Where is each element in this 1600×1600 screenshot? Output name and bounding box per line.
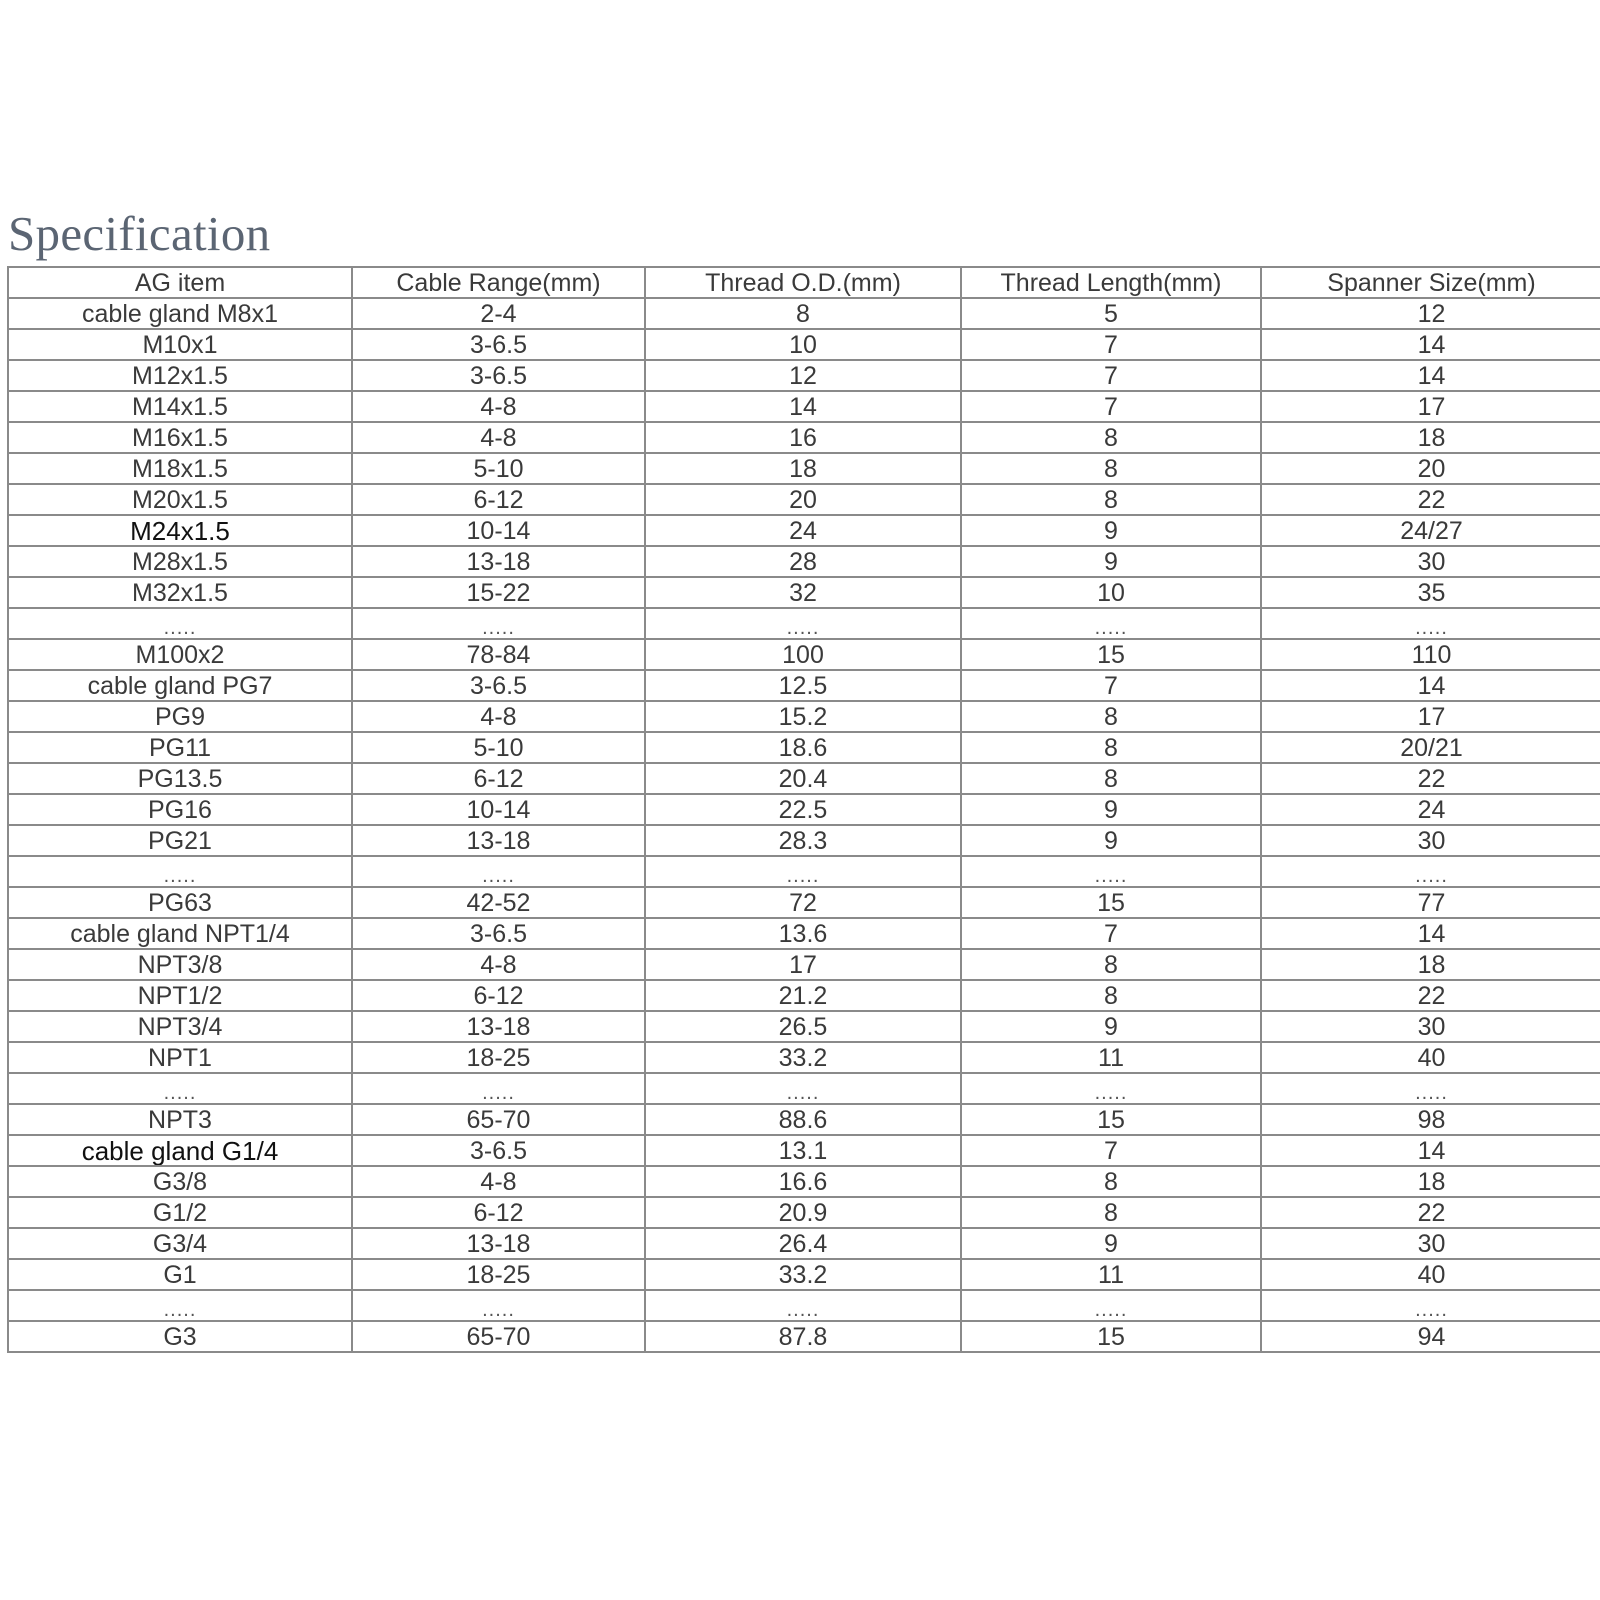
cell-spanner-size: 77	[1261, 887, 1600, 918]
cell-thread-od: 13.1	[645, 1135, 961, 1166]
cell-thread-length: 8	[961, 484, 1261, 515]
table-row	[8, 1166, 1600, 1197]
table-row	[8, 670, 1600, 701]
cell-spanner-size: 18	[1261, 949, 1600, 980]
column-header-thread-od: Thread O.D.(mm)	[645, 267, 961, 298]
cell-spanner-size: .....	[1261, 1073, 1600, 1104]
cell-thread-od: 100	[645, 639, 961, 670]
cell-thread-length: 9	[961, 546, 1261, 577]
cell-thread-od: .....	[645, 1073, 961, 1104]
table-row	[8, 422, 1600, 453]
cell-thread-length: .....	[961, 856, 1261, 887]
cell-thread-length: 8	[961, 1166, 1261, 1197]
cell-thread-od: 28	[645, 546, 961, 577]
cell-thread-od: 32	[645, 577, 961, 608]
cell-ag-item: .....	[8, 856, 352, 887]
cell-thread-od: 17	[645, 949, 961, 980]
cell-thread-length: 9	[961, 794, 1261, 825]
cell-spanner-size: 22	[1261, 1197, 1600, 1228]
cell-thread-od: 26.5	[645, 1011, 961, 1042]
table-row	[8, 1197, 1600, 1228]
cell-cable-range: .....	[352, 608, 645, 639]
cell-spanner-size: 30	[1261, 1228, 1600, 1259]
cell-cable-range: 65-70	[352, 1321, 645, 1352]
table-row	[8, 701, 1600, 732]
table-row	[8, 794, 1600, 825]
cell-thread-length: 9	[961, 1228, 1261, 1259]
cell-thread-od: 28.3	[645, 825, 961, 856]
table-row	[8, 949, 1600, 980]
cell-thread-length: 8	[961, 949, 1261, 980]
cell-ag-item: cable gland NPT1/4	[8, 918, 352, 949]
cell-spanner-size: 35	[1261, 577, 1600, 608]
cell-spanner-size: 22	[1261, 484, 1600, 515]
cell-cable-range: 6-12	[352, 484, 645, 515]
cell-thread-od: 16.6	[645, 1166, 961, 1197]
cell-ag-item: M20x1.5	[8, 484, 352, 515]
table-row	[8, 825, 1600, 856]
cell-cable-range: 6-12	[352, 1197, 645, 1228]
cell-thread-length: .....	[961, 1073, 1261, 1104]
cell-spanner-size: 17	[1261, 391, 1600, 422]
cell-spanner-size: 20	[1261, 453, 1600, 484]
table-row	[8, 298, 1600, 329]
cell-spanner-size: 14	[1261, 1135, 1600, 1166]
cell-thread-length: 10	[961, 577, 1261, 608]
cell-spanner-size: 18	[1261, 1166, 1600, 1197]
cell-thread-length: 9	[961, 1011, 1261, 1042]
table-row	[8, 360, 1600, 391]
cell-cable-range: .....	[352, 1290, 645, 1321]
cell-ag-item: M12x1.5	[8, 360, 352, 391]
cell-cable-range: 3-6.5	[352, 1135, 645, 1166]
cell-thread-length: .....	[961, 1290, 1261, 1321]
cell-cable-range: 13-18	[352, 1228, 645, 1259]
cell-thread-od: 26.4	[645, 1228, 961, 1259]
cell-cable-range: 13-18	[352, 546, 645, 577]
cell-ag-item: cable gland G1/4	[8, 1135, 352, 1166]
cell-thread-length: 15	[961, 1104, 1261, 1135]
cell-ag-item: .....	[8, 1290, 352, 1321]
cell-thread-length: 8	[961, 453, 1261, 484]
cell-cable-range: 15-22	[352, 577, 645, 608]
cell-thread-length: 7	[961, 360, 1261, 391]
table-header-row	[8, 267, 1600, 298]
cell-thread-length: 15	[961, 1321, 1261, 1352]
cell-thread-od: 24	[645, 515, 961, 546]
table-row	[8, 980, 1600, 1011]
cell-thread-od: 20.9	[645, 1197, 961, 1228]
cell-ag-item: M16x1.5	[8, 422, 352, 453]
cell-spanner-size: 30	[1261, 825, 1600, 856]
table-row	[8, 856, 1600, 887]
cell-thread-od: 8	[645, 298, 961, 329]
cell-ag-item: PG21	[8, 825, 352, 856]
cell-spanner-size: 18	[1261, 422, 1600, 453]
cell-cable-range: 3-6.5	[352, 360, 645, 391]
table-row	[8, 329, 1600, 360]
cell-spanner-size: 94	[1261, 1321, 1600, 1352]
cell-cable-range: 5-10	[352, 453, 645, 484]
cell-ag-item: NPT1/2	[8, 980, 352, 1011]
cell-thread-od: 18.6	[645, 732, 961, 763]
cell-thread-od: .....	[645, 856, 961, 887]
cell-cable-range: .....	[352, 1073, 645, 1104]
cell-thread-length: .....	[961, 608, 1261, 639]
cell-thread-od: 15.2	[645, 701, 961, 732]
cell-spanner-size: 14	[1261, 329, 1600, 360]
table-row	[8, 1290, 1600, 1321]
cell-spanner-size: 12	[1261, 298, 1600, 329]
cell-cable-range: 18-25	[352, 1042, 645, 1073]
cell-spanner-size: 24	[1261, 794, 1600, 825]
cell-thread-length: 7	[961, 1135, 1261, 1166]
cell-cable-range: 4-8	[352, 391, 645, 422]
cell-spanner-size: 30	[1261, 546, 1600, 577]
cell-ag-item: M100x2	[8, 639, 352, 670]
cell-cable-range: 4-8	[352, 422, 645, 453]
table-row	[8, 1042, 1600, 1073]
cell-ag-item: M24x1.5	[8, 515, 352, 546]
cell-ag-item: PG9	[8, 701, 352, 732]
cell-ag-item: M32x1.5	[8, 577, 352, 608]
cell-thread-length: 8	[961, 422, 1261, 453]
table-row	[8, 577, 1600, 608]
cell-cable-range: 4-8	[352, 1166, 645, 1197]
cell-spanner-size: .....	[1261, 1290, 1600, 1321]
cell-spanner-size: .....	[1261, 856, 1600, 887]
table-row	[8, 1135, 1600, 1166]
column-header-ag-item: AG item	[8, 267, 352, 298]
cell-cable-range: .....	[352, 856, 645, 887]
column-header-thread-length: Thread Length(mm)	[961, 267, 1261, 298]
cell-thread-od: 20.4	[645, 763, 961, 794]
table-body	[8, 298, 1600, 1352]
cell-ag-item: M14x1.5	[8, 391, 352, 422]
cell-ag-item: M18x1.5	[8, 453, 352, 484]
cell-thread-od: 21.2	[645, 980, 961, 1011]
cell-ag-item: PG63	[8, 887, 352, 918]
cell-spanner-size: 98	[1261, 1104, 1600, 1135]
cell-cable-range: 13-18	[352, 1011, 645, 1042]
cell-thread-length: 5	[961, 298, 1261, 329]
cell-thread-od: 18	[645, 453, 961, 484]
cell-thread-od: 12	[645, 360, 961, 391]
cell-spanner-size: 40	[1261, 1042, 1600, 1073]
cell-thread-od: .....	[645, 608, 961, 639]
cell-spanner-size: 40	[1261, 1259, 1600, 1290]
cell-thread-od: 13.6	[645, 918, 961, 949]
table-row	[8, 608, 1600, 639]
cell-ag-item: NPT3	[8, 1104, 352, 1135]
cell-thread-od: 10	[645, 329, 961, 360]
cell-thread-od: 12.5	[645, 670, 961, 701]
cell-ag-item: M28x1.5	[8, 546, 352, 577]
cell-thread-length: 8	[961, 732, 1261, 763]
cell-cable-range: 6-12	[352, 980, 645, 1011]
table-row	[8, 1011, 1600, 1042]
cell-cable-range: 65-70	[352, 1104, 645, 1135]
cell-spanner-size: 20/21	[1261, 732, 1600, 763]
table-row	[8, 484, 1600, 515]
cell-thread-od: 16	[645, 422, 961, 453]
cell-thread-length: 7	[961, 670, 1261, 701]
cell-spanner-size: 17	[1261, 701, 1600, 732]
cell-thread-od: 33.2	[645, 1259, 961, 1290]
table-row	[8, 1259, 1600, 1290]
cell-spanner-size: 22	[1261, 980, 1600, 1011]
cell-ag-item: NPT3/8	[8, 949, 352, 980]
cell-thread-od: 88.6	[645, 1104, 961, 1135]
cell-cable-range: 13-18	[352, 825, 645, 856]
cell-thread-od: 87.8	[645, 1321, 961, 1352]
cell-cable-range: 4-8	[352, 701, 645, 732]
cell-ag-item: .....	[8, 1073, 352, 1104]
cell-thread-length: 11	[961, 1042, 1261, 1073]
cell-cable-range: 4-8	[352, 949, 645, 980]
cell-thread-length: 11	[961, 1259, 1261, 1290]
cell-cable-range: 18-25	[352, 1259, 645, 1290]
cell-ag-item: PG16	[8, 794, 352, 825]
table-row	[8, 391, 1600, 422]
table-row	[8, 453, 1600, 484]
cell-spanner-size: .....	[1261, 608, 1600, 639]
cell-ag-item: PG13.5	[8, 763, 352, 794]
cell-thread-od: 14	[645, 391, 961, 422]
cell-cable-range: 42-52	[352, 887, 645, 918]
cell-spanner-size: 24/27	[1261, 515, 1600, 546]
cell-spanner-size: 22	[1261, 763, 1600, 794]
table-row	[8, 887, 1600, 918]
cell-cable-range: 10-14	[352, 515, 645, 546]
cell-spanner-size: 14	[1261, 360, 1600, 391]
cell-ag-item: G1	[8, 1259, 352, 1290]
cell-ag-item: cable gland M8x1	[8, 298, 352, 329]
specification-table	[7, 266, 1600, 1353]
cell-spanner-size: 14	[1261, 918, 1600, 949]
cell-ag-item: G3/8	[8, 1166, 352, 1197]
table-row	[8, 763, 1600, 794]
cell-spanner-size: 30	[1261, 1011, 1600, 1042]
cell-thread-length: 8	[961, 701, 1261, 732]
cell-ag-item: G3/4	[8, 1228, 352, 1259]
cell-cable-range: 2-4	[352, 298, 645, 329]
table-row	[8, 639, 1600, 670]
table-row	[8, 546, 1600, 577]
table-row	[8, 1228, 1600, 1259]
cell-thread-length: 7	[961, 918, 1261, 949]
column-header-cable-range: Cable Range(mm)	[352, 267, 645, 298]
page-title: Specification	[8, 206, 271, 261]
cell-thread-length: 8	[961, 763, 1261, 794]
cell-ag-item: PG11	[8, 732, 352, 763]
table-row	[8, 515, 1600, 546]
cell-thread-length: 9	[961, 515, 1261, 546]
table-row	[8, 1104, 1600, 1135]
cell-thread-length: 15	[961, 639, 1261, 670]
cell-thread-od: 72	[645, 887, 961, 918]
cell-spanner-size: 14	[1261, 670, 1600, 701]
table-row	[8, 918, 1600, 949]
cell-thread-length: 8	[961, 1197, 1261, 1228]
cell-ag-item: NPT3/4	[8, 1011, 352, 1042]
table-row	[8, 732, 1600, 763]
cell-ag-item: G3	[8, 1321, 352, 1352]
cell-cable-range: 3-6.5	[352, 329, 645, 360]
cell-thread-od: 20	[645, 484, 961, 515]
cell-cable-range: 3-6.5	[352, 918, 645, 949]
cell-thread-length: 9	[961, 825, 1261, 856]
cell-ag-item: G1/2	[8, 1197, 352, 1228]
cell-ag-item: M10x1	[8, 329, 352, 360]
cell-thread-length: 7	[961, 391, 1261, 422]
cell-thread-length: 8	[961, 980, 1261, 1011]
cell-spanner-size: 110	[1261, 639, 1600, 670]
cell-cable-range: 10-14	[352, 794, 645, 825]
cell-cable-range: 5-10	[352, 732, 645, 763]
cell-thread-length: 15	[961, 887, 1261, 918]
cell-thread-od: 22.5	[645, 794, 961, 825]
cell-cable-range: 78-84	[352, 639, 645, 670]
cell-thread-od: 33.2	[645, 1042, 961, 1073]
cell-thread-length: 7	[961, 329, 1261, 360]
cell-cable-range: 3-6.5	[352, 670, 645, 701]
column-header-spanner-size: Spanner Size(mm)	[1261, 267, 1600, 298]
cell-ag-item: NPT1	[8, 1042, 352, 1073]
table-row	[8, 1321, 1600, 1352]
cell-ag-item: cable gland PG7	[8, 670, 352, 701]
cell-cable-range: 6-12	[352, 763, 645, 794]
cell-ag-item: .....	[8, 608, 352, 639]
cell-thread-od: .....	[645, 1290, 961, 1321]
table-row	[8, 1073, 1600, 1104]
